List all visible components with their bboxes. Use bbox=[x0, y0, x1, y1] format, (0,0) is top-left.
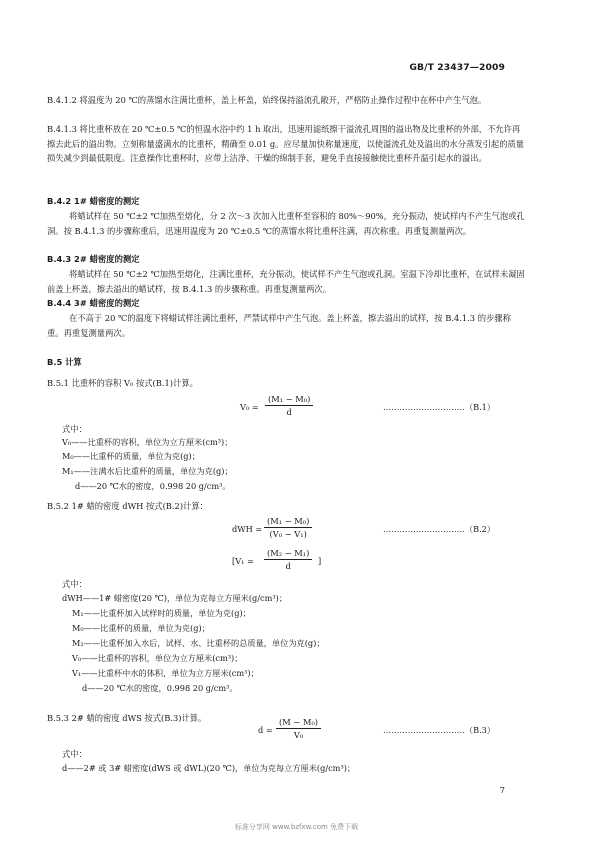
eq2-denominator: (V₀ − V₁) bbox=[269, 529, 307, 539]
def2-4: V₀——比重杯的容积，单位为立方厘米(cm³)； bbox=[72, 653, 243, 663]
def1-0: V₀——比重杯的容积，单位为立方厘米(cm³)； bbox=[62, 437, 233, 447]
document-code: GB/T 23437—2009 bbox=[409, 62, 505, 73]
where-label-2: 式中： bbox=[62, 579, 87, 589]
eq3-lhs: d = bbox=[258, 725, 273, 735]
def1-1: M₀——比重杯的质量，单位为克(g)； bbox=[62, 451, 200, 461]
eq2b-lhs: [V₁ = bbox=[232, 556, 254, 566]
footer-watermark: 标准分享网 www.bzfxw.com 免费下载 bbox=[234, 823, 359, 831]
def2-0: dWH——1# 蜡密度(20 ℃)，单位为克每立方厘米(g/cm³)； bbox=[62, 593, 288, 603]
eq2b-numerator: (M₂ − M₁) bbox=[264, 548, 312, 560]
eq3-ref: …………………………（B.3） bbox=[383, 725, 496, 735]
eq2-fraction bbox=[264, 516, 312, 539]
def2-2: M₀——比重杯的质量，单位为克(g)； bbox=[72, 623, 210, 633]
def2-3: M₂——比重杯加入水后，试样、水、比重杯的总质量，单位为克(g)； bbox=[72, 638, 325, 648]
eq3-numerator: (M − M₀) bbox=[276, 717, 321, 729]
eq2-ref: …………………………（B.2） bbox=[383, 524, 496, 534]
section-b44-body: 在不高于 20 ℃的温度下将蜡试样注满比重杯，严禁试样中产生气泡。盖上杯盖，擦去溢出的试样，按 B.4.1.3 的步骤称重。再重复测量两次。 bbox=[47, 313, 511, 338]
def1-2: M₁——注满水后比重杯的质量，单位为克(g)； bbox=[62, 466, 233, 476]
eq2b-denominator: d bbox=[285, 561, 291, 571]
heading-b42: B.4.2 1# 蜡密度的测定 bbox=[47, 196, 140, 206]
heading-b44: B.4.4 3# 蜡密度的测定 bbox=[47, 298, 140, 308]
section-b43-body: 将蜡试样在 50 ℃±2 ℃加热至熔化，注满比重杯，充分振动，使试样不产生气泡或孔洞。室温下冷却比重杯，在试样未凝固前盖上杯盖，擦去溢出的蜡试样，按 B.4.1.3 的步骤称重。再重复测量两次。 bbox=[47, 269, 525, 294]
eq2-lhs: dWH = bbox=[232, 524, 263, 534]
where-label-3: 式中： bbox=[62, 749, 87, 759]
eq2b-fraction bbox=[264, 548, 312, 571]
def3-0: d——2# 或 3# 蜡密度(dWS 或 dWL)(20 ℃)，单位为克每立方厘米(g/cm³)； bbox=[62, 763, 356, 773]
eq3-fraction bbox=[276, 717, 321, 740]
where-label-1: 式中： bbox=[62, 424, 87, 434]
def2-5: V₁——比重杯中水的体积，单位为立方厘米(cm³)； bbox=[72, 668, 259, 678]
eq1-denominator: d bbox=[286, 407, 292, 417]
def2-1: M₁——比重杯加入试样时的质量，单位为克(g)； bbox=[72, 608, 251, 618]
heading-b5: B.5 计算 bbox=[47, 357, 82, 367]
eq1-ref: …………………………（B.1） bbox=[383, 402, 496, 412]
page-number: 7 bbox=[499, 786, 505, 796]
section-b52: B.5.2 1# 蜡的密度 dWH 按式(B.2)计算： bbox=[47, 501, 208, 511]
eq1-lhs: V₀ = bbox=[240, 402, 259, 412]
eq2b-close: ] bbox=[318, 556, 322, 566]
section-b51: B.5.1 比重杯的容积 V₀ 按式(B.1)计算。 bbox=[47, 378, 198, 388]
def1-3: d——20 ℃水的密度，0.998 20 g/cm³。 bbox=[75, 481, 231, 491]
eq3-denominator: V₀ bbox=[293, 730, 304, 740]
section-b413: B.4.1.3 将比重杯放在 20 ℃±0.5 ℃的恒温水浴中约 1 h 取出，迅速用滤纸擦干溢流孔周围的溢出物及比重杯的外部，不允许再擦去此后的溢出物。立刻称量盛满水的比重杯，精确至 0.01 g。应尽量加快称量速度，以使溢流孔处及溢出的水分蒸发引起的质量损失减少到最低限度。注意操作比重杯时，应带上洁净、干燥的绵制手套，避免手直接接触使比重杯升温引起水的溢出。 bbox=[47, 124, 525, 163]
section-b412: B.4.1.2 将温度为 20 ℃的蒸馏水注满比重杯，盖上杯盖，始终保持溢流孔敞开，严格防止操作过程中在杯中产生气泡。 bbox=[47, 95, 487, 105]
section-b53: B.5.3 2# 蜡的密度 dWS 按式(B.3)计算。 bbox=[47, 713, 207, 723]
def2-6: d——20 ℃水的密度，0.998 20 g/cm³。 bbox=[82, 683, 238, 693]
section-b42-body: 将蜡试样在 50 ℃±2 ℃加热至熔化，分 2 次～3 次加入比重杯至容积的 80%～90%，充分振动，使试样内不产生气泡或孔洞。按 B.4.1.3 的步骤称重后，迅速用温度为 20 ℃±0.5 ℃的蒸馏水将比重杯注满，再次称重。再重复测量两次。 bbox=[47, 211, 525, 236]
eq1-numerator: (M₁ − M₀) bbox=[265, 394, 313, 406]
eq1-fraction bbox=[265, 394, 313, 417]
heading-b43: B.4.3 2# 蜡密度的测定 bbox=[47, 254, 140, 264]
eq2-numerator: (M₁ − M₀) bbox=[264, 516, 312, 528]
